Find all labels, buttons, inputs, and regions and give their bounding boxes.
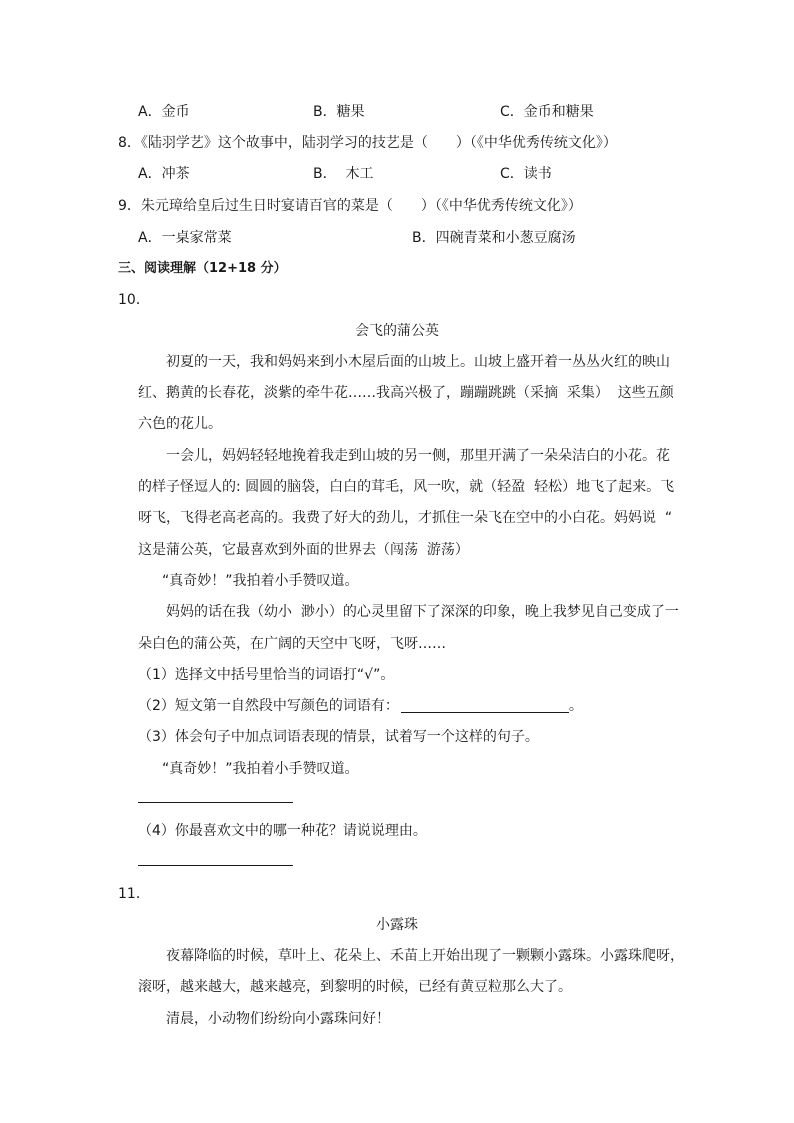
q8-option-c: C．读书 (500, 166, 552, 182)
q9-option-a: A．一桌家常菜 (138, 230, 232, 246)
q11-number: 11． (118, 886, 150, 902)
q10-passage-line: 这是蒲公英，它最喜欢到外面的世界去（闯荡 游荡） (138, 542, 469, 558)
q10-quote: “真奇妙！”我拍着小手赞叹道。 (162, 761, 359, 777)
q10-sub-question-1: （1）选择文中括号里恰当的词语打“√”。 (138, 667, 395, 683)
q7-option-a: A．金币 (138, 104, 190, 120)
q11-passage-line: 滚呀，越来越大，越来越亮，到黎明的时候，已经有黄豆粒那么大了。 (138, 979, 572, 995)
q8-option-a: A．冲茶 (138, 166, 190, 182)
q9-option-b: B．四碗青菜和小葱豆腐汤 (412, 230, 576, 246)
q10-passage-line: “真奇妙！”我拍着小手赞叹道。 (162, 573, 359, 589)
q11-passage-line: 夜幕降临的时候，草叶上、花朵上、禾苗上开始出现了一颗颗小露珠。小露珠爬呀， (166, 948, 684, 964)
q11-passage-line: 清晨，小动物们纷纷向小露珠问好！ (166, 1011, 390, 1027)
q10-sub-question-3: （3）体会句子中加点词语表现的情景，试着写一个这样的句子。 (138, 729, 539, 745)
q9-stem: 9．朱元璋给皇后过生日时宴请百官的菜是（ ）（《中华优秀传统文化》） (118, 198, 582, 214)
q10-sub-question-2 (138, 696, 583, 716)
answer-line[interactable] (138, 802, 293, 803)
section-heading: 三、阅读理解（12+18 分） (118, 261, 287, 276)
q10-passage-line: 一会儿，妈妈轻轻地挽着我走到山坡的另一侧，那里开满了一朵朵洁白的小花。花 (166, 448, 670, 464)
q10-number: 10． (118, 292, 150, 308)
answer-blank[interactable] (401, 698, 569, 713)
q10-passage-line: 初夏的一天，我和妈妈来到小木屋后面的山坡上。山坡上盛开着一丛丛火红的映山 (166, 354, 670, 370)
answer-line[interactable] (138, 865, 293, 866)
q10-passage-line: 呀飞，飞得老高老高的。我费了好大的劲儿，才抓住一朵飞在空中的小白花。妈妈说 “ (138, 510, 673, 526)
q7-option-b: B．糖果 (313, 104, 365, 120)
q11-title: 小露珠 (376, 917, 418, 933)
q10-sub-question-4: （4）你最喜欢文中的哪一种花？请说说理由。 (138, 823, 427, 839)
q10-sub-question-2-end: 。 (568, 698, 583, 714)
q10-passage-line: 六色的花儿。 (138, 416, 222, 432)
q10-passage-line: 朵白色的蒲公英，在广阔的天空中飞呀，飞呀…… (138, 636, 446, 652)
q10-passage-line: 妈妈的话在我（幼小 渺小）的心灵里留下了深深的印象，晚上我梦见自己变成了一 (166, 604, 679, 620)
q10-sub-question-2-text: （2）短文第一自然段中写颜色的词语有： (138, 698, 399, 714)
q10-passage-line: 红、鹅黄的长春花，淡紫的牵牛花……我高兴极了，蹦蹦跳跳（采摘 采集） 这些五颜 (138, 385, 674, 401)
q10-title: 会飞的蒲公英 (355, 323, 439, 339)
q8-option-b: B． 木工 (313, 166, 374, 182)
q8-stem: 8．《陆羽学艺》这个故事中，陆羽学习的技艺是（ ）（《中华优秀传统文化》） (118, 135, 617, 151)
q10-passage-line: 的样子怪逗人的: 圆圆的脑袋，白白的茸毛，风一吹，就（轻盈 轻松）地飞了起来。飞 (138, 479, 675, 495)
q7-option-c: C．金币和糖果 (500, 104, 594, 120)
